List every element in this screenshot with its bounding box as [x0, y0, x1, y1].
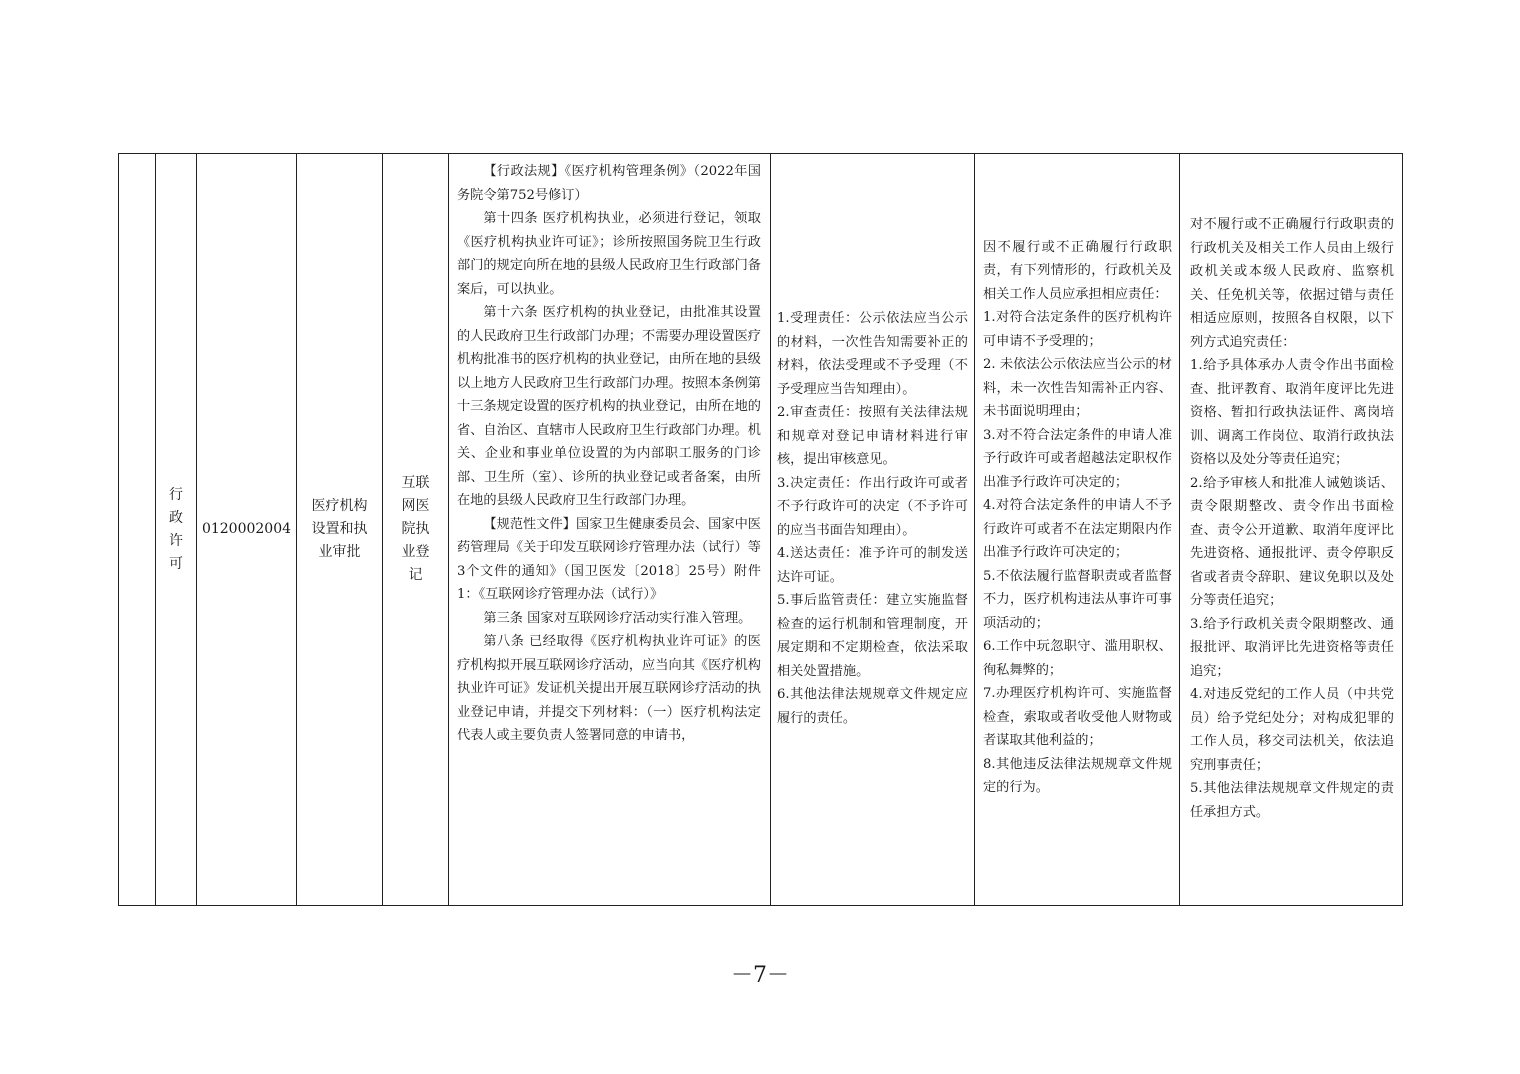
accountability-item: 1.给予具体承办人责令作出书面检查、批评教育、取消年度评比先进资格、暂扣行政执法证件、离岗培训、调离工作岗位、取消行政执法资格以及处分等责任追究； [1190, 358, 1394, 467]
duty-item: 3.对不符合法定条件的申请人准予行政许可或者超越法定职权作出准予行政许可决定的； [983, 427, 1172, 490]
responsibility-item: 2.审查责任：按照有关法律法规和规章对登记申请材料进行审核，提出审核意见。 [777, 405, 968, 467]
item-code: 0120002004 [201, 521, 292, 537]
power-list-table [118, 153, 1403, 906]
item-name: 医疗机构设置和执业审批 [311, 498, 368, 560]
accountability-list [1180, 213, 1402, 824]
category-char: 许 [169, 532, 183, 549]
duty-list [975, 236, 1179, 800]
table-row [119, 154, 1403, 906]
basis-paragraph: 【规范性文件】国家卫生健康委员会、国家中医药管理局《关于印发互联网诊疗管理办法（试行）等3个文件的通知》（国卫医发〔2018〕25号）附件1：《互联网诊疗管理办法（试行）》 [457, 516, 761, 602]
category-cell [156, 154, 197, 906]
responsibility-item: 3.决定责任：作出行政许可或者不予行政许可的决定（不予许可的应当书面告知理由）。 [777, 475, 968, 538]
duty-item: 4.对符合法定条件的申请人不予行政许可或者不在法定期限内作出准予行政许可决定的； [983, 498, 1172, 560]
duty-item: 7.办理医疗机构许可、实施监督检查，索取或者收受他人财物或者谋取其他利益的； [983, 686, 1172, 748]
sub-item-cell [383, 154, 449, 906]
responsibility-list [771, 307, 974, 730]
duty-item: 2. 未依法公示依法应当公示的材料，未一次性告知需补正内容、未书面说明理由； [983, 357, 1172, 419]
basis-paragraph: 第三条 国家对互联网诊疗活动实行准入管理。 [483, 610, 752, 626]
accountability-item: 4.对违反党纪的工作人员（中共党员）给予党纪处分；对构成犯罪的工作人员，移交司法机关，依法追究刑事责任； [1190, 687, 1394, 773]
duty-item: 5.不依法履行监督职责或者监督不力，医疗机构违法从事许可事项活动的； [983, 568, 1172, 631]
item-name-cell [297, 154, 383, 906]
accountability-cell [1180, 154, 1403, 906]
duty-item: 6.工作中玩忽职守、滥用职权、徇私舞弊的； [983, 639, 1172, 678]
duty-item: 因不履行或不正确履行行政职责，有下列情形的，行政机关及相关工作人员应承担相应责任： [983, 239, 1172, 302]
duty-cell [975, 154, 1180, 906]
accountability-item: 对不履行或不正确履行行政职责的行政机关及相关工作人员由上级行政机关或本级人民政府、监察机关、任免机关等，依据过错与责任相适应原则，按照各自权限，以下列方式追究责任： [1190, 217, 1394, 350]
legal-basis-cell [449, 154, 771, 906]
responsibility-item: 6.其他法律法规规章文件规定应履行的责任。 [777, 687, 968, 726]
responsibility-cell [771, 154, 975, 906]
duty-item: 8.其他违反法律法规规章文件规定的行为。 [983, 756, 1172, 795]
accountability-item: 3.给予行政机关责令限期整改、通报批评、取消评比先进资格等责任追究； [1190, 616, 1394, 679]
accountability-item: 2.给予审核人和批准人诫勉谈话、责令限期整改、责令作出书面检查、责令公开道歉、取消年度评比先进资格、通报批评、责令停职反省或者责令辞职、建议免职以及处分等责任追究； [1190, 475, 1394, 608]
basis-paragraph: 第十四条 医疗机构执业，必须进行登记，领取《医疗机构执业许可证》；诊所按照国务院卫生行政部门的规定向所在地的县级人民政府卫生行政部门备案后，可以执业。 [457, 211, 761, 297]
category-label [156, 484, 196, 576]
responsibility-item: 5.事后监管责任：建立实施监督检查的运行机制和管理制度，开展定期和不定期检查，依法采取相关处置措施。 [777, 593, 968, 679]
accountability-item: 5.其他法律法规规章文件规定的责任承担方式。 [1190, 781, 1394, 820]
legal-basis-text [449, 154, 770, 904]
category-char: 可 [169, 555, 183, 572]
blank-index-cell [119, 154, 156, 906]
basis-paragraph: 第十六条 医疗机构的执业登记，由批准其设置的人民政府卫生行政部门办理；不需要办理设置医疗机构批准书的医疗机构的执业登记，由所在地的县级以上地方人民政府卫生行政部门办理。按照本条例第十三条规定设置的医疗机构的执业登记，由所在地的省、自治区、直辖市人民政府卫生行政部门办理。机关、企业和事业单位设置的为内部职工服务的门诊部、卫生所（室）、诊所的执业登记或者备案，由所在地的县级人民政府卫生行政部门办理。 [457, 305, 761, 508]
duty-item: 1.对符合法定条件的医疗机构许可申请不予受理的； [983, 310, 1172, 349]
responsibility-item: 1.受理责任：公示依法应当公示的材料，一次性告知需要补正的材料，依法受理或不予受理（不予受理应当告知理由）。 [777, 311, 968, 397]
code-cell [197, 154, 297, 906]
basis-paragraph: 第八条 已经取得《医疗机构执业许可证》的医疗机构拟开展互联网诊疗活动，应当向其《医疗机构执业许可证》发证机关提出开展互联网诊疗活动的执业登记申请，并提交下列材料：（一）医疗机构法定代表人或主要负责人签署同意的申请书， [457, 634, 761, 743]
page-number: －7－ [731, 963, 789, 988]
sub-item-name: 互联网医院执业登记 [401, 475, 430, 583]
category-char: 政 [169, 509, 183, 526]
basis-paragraph: 【行政法规】《医疗机构管理条例》（2022年国务院令第752号修订） [457, 164, 761, 203]
responsibility-item: 4.送达责任：准予许可的制发送达许可证。 [777, 546, 968, 585]
category-char: 行 [169, 486, 183, 503]
